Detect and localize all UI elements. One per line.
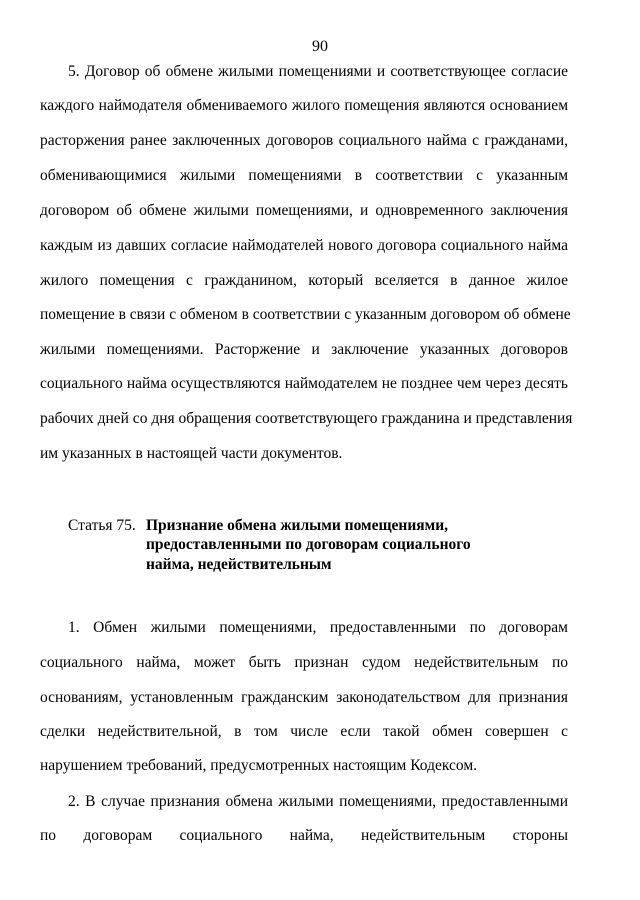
paragraph-line: договором об обмене жилыми помещениями, и одновременного заключения xyxy=(40,202,568,219)
paragraph-line: социального найма осуществляются наймодателем не позднее чем через десять xyxy=(40,375,568,392)
article-title-line: предоставленными по договорам социального xyxy=(146,536,471,553)
paragraph-line: сделки недействительной, в том числе если такой обмен совершен с xyxy=(40,723,568,740)
paragraph-line: жилого помещения с гражданином, который вселяется в данное жилое xyxy=(40,272,568,289)
article-title-line: Признание обмена жилыми помещениями, xyxy=(146,517,449,534)
paragraph-line: помещение в связи с обменом в соответствии с указанным договором об обмене xyxy=(40,306,571,323)
paragraph-line: обменивающимися жилыми помещениями в соответствии с указанным xyxy=(40,167,568,184)
paragraph-line: рабочих дней со дня обращения соответствующего гражданина и представления xyxy=(40,410,573,427)
paragraph-line: 1. Обмен жилыми помещениями, предоставленными по договорам xyxy=(68,619,568,636)
paragraph-line: расторжения ранее заключенных договоров социального найма с гражданами, xyxy=(40,132,568,149)
article-title-line: найма, недействительным xyxy=(146,556,332,573)
paragraph-line: социального найма, может быть признан судом недействительным по xyxy=(40,654,568,671)
paragraph-line: по договорам социального найма, недействительным стороны xyxy=(40,827,568,844)
paragraph-line: нарушением требований, предусмотренных настоящим Кодексом. xyxy=(40,757,478,774)
paragraph-line: 5. Договор об обмене жилыми помещениями и соответствующее согласие xyxy=(68,63,568,80)
paragraph-line: им указанных в настоящей части документов. xyxy=(40,445,343,462)
paragraph-line: 2. В случае признания обмена жилыми помещениями, предоставленными xyxy=(68,793,568,810)
paragraph-line: жилыми помещениями. Расторжение и заключение указанных договоров xyxy=(40,341,568,358)
page-number: 90 xyxy=(312,38,328,55)
paragraph-line: основаниям, установленным гражданским законодательством для признания xyxy=(40,689,568,706)
paragraph-line: каждым из давших согласие наймодателей нового договора социального найма xyxy=(40,237,568,254)
article-label: Статья 75. xyxy=(68,517,136,534)
paragraph-line: каждого наймодателя обмениваемого жилого помещения являются основанием xyxy=(40,97,568,114)
